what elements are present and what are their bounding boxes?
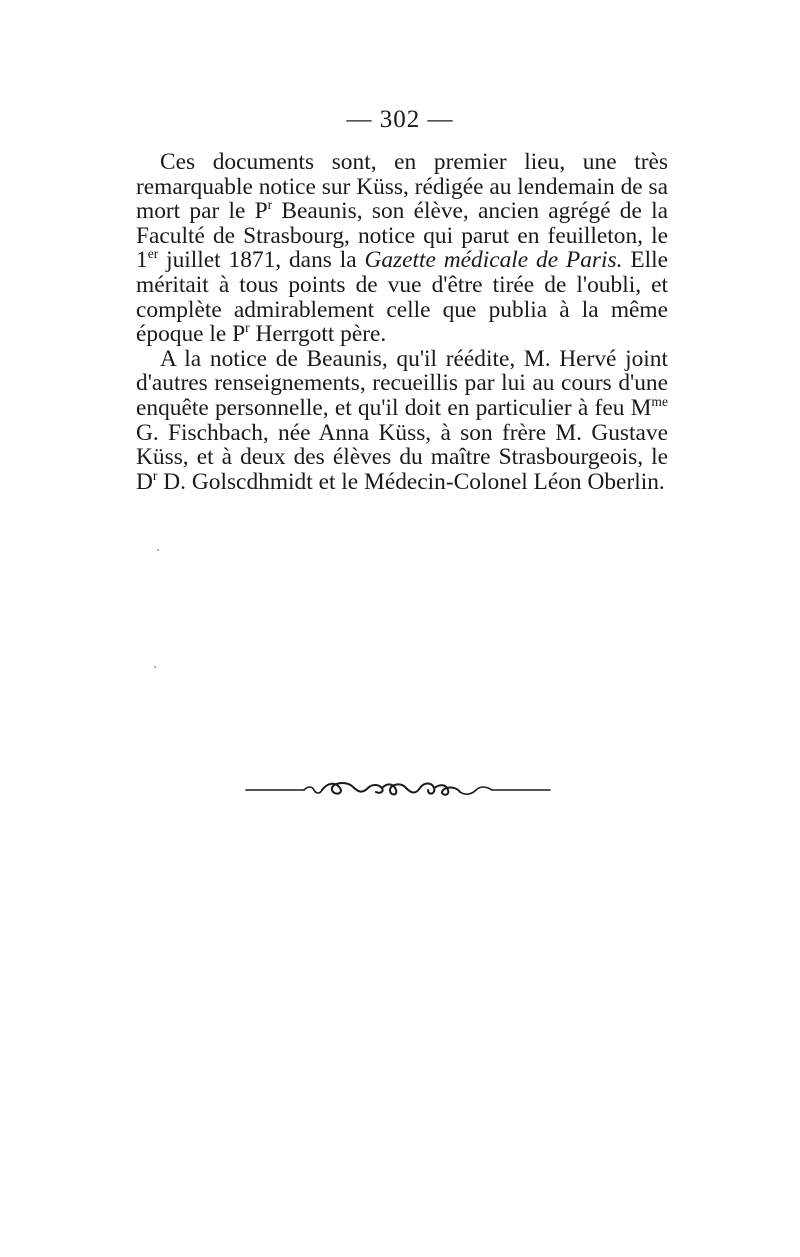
text-run: Elle méritait à tous points de vue d'être tirée de l'oubli, et complète admirablement celle que publia à la même époque le P: [136, 247, 668, 348]
superscript-abbrev: me: [651, 394, 668, 410]
text-run: G. Fischbach, née Anna Küss, à son frère M. Gustave Küss, et à deux des élèves du maître Strasbourgeois, le D: [136, 419, 668, 495]
body-text: [136, 150, 668, 494]
paragraph-1: [136, 150, 668, 347]
text-run: A la notice de Beaunis, qu'il réédite, M. Hervé joint d'autres renseignements, recueillis par lui au cours d'une enquête personnelle, et qu'il doit en particulier à feu M: [136, 345, 668, 421]
text-run: Herrgott père.: [249, 321, 387, 348]
italic-title: Gazette médicale de Paris.: [364, 247, 623, 274]
flourish-divider-icon: [244, 772, 552, 808]
superscript-abbrev: er: [147, 246, 159, 262]
print-speck: [154, 666, 156, 668]
print-speck: [157, 549, 159, 551]
text-run: D. Golscdhmidt et le Médecin-Colonel Léon Oberlin.: [157, 468, 665, 495]
superscript-abbrev: r: [267, 197, 273, 213]
text-run: Ces documents sont, en premier lieu, une très remarquable notice sur Küss, rédigée au lendemain de sa mort par le P: [136, 149, 668, 225]
page-number: — 302 —: [346, 106, 454, 133]
paragraph-2: [136, 347, 668, 495]
text-run: Beaunis, son élève, ancien agrégé de la Faculté de Strasbourg, notice qui parut en feuilleton, le 1: [136, 198, 668, 274]
superscript-abbrev: r: [152, 467, 158, 483]
superscript-abbrev: r: [245, 320, 250, 336]
text-run: juillet 1871, dans la: [158, 247, 365, 274]
